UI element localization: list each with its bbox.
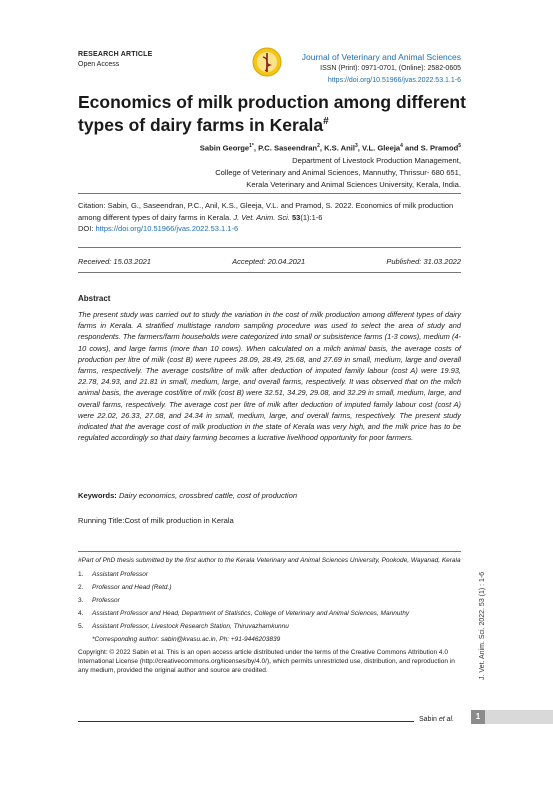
dates-row bbox=[78, 257, 461, 266]
authors-block bbox=[61, 140, 461, 191]
doi-label: DOI: bbox=[78, 224, 94, 233]
author-2-sup: 2 bbox=[317, 143, 320, 149]
accepted-date: Accepted: 20.04.2021 bbox=[232, 257, 306, 266]
paper-title bbox=[78, 92, 478, 135]
article-header-left bbox=[78, 50, 153, 70]
footnote-item bbox=[78, 596, 461, 605]
abstract-heading: Abstract bbox=[78, 294, 111, 303]
abstract-text: The present study was carried out to study the variation in the cost of milk production among different types of dairy farms in Kerala. A stratified multistage random sampling procedure was used to select the area of study and respondents. The farmers/farm households were categorized into small or subsistence farms (1-3 cows), medium (4-10 cows), and large farms (more than 10 cows). When calculated on a milch animal basis, the average costs of production per litre of milk (cost B) were rupees 28.09, 28.49, 25.68, and 27.69 in small, medium, large and overall farms, respectively. The average costs/litre of milk after deduction of imputed family labour (cost A) were 19.93, 22.78, 24.93, and 21.81 in small, medium, large, and overall farms, respectively. It was observed that on the milch animal basis, the average cost/litre of milk (cost B) were 32.51, 34.29, 29.08, and 32.29 in small, medium, large, and overall farms, respectively. The average cost per litre of milk after deduction of imputed family labour cost (cost A) were 22.02, 26.33, 27.08, and 24.34 in small, medium, large, and overall farms, respectively. The present study indicated that the average cost of milk production in the state of Kerala was very high, and the milk price has to be regulated accordingly so that dairy farming becomes a lucrative livelihood opportunity for poor farmers. bbox=[78, 310, 461, 443]
published-date: Published: 31.03.2022 bbox=[386, 257, 461, 266]
affiliation-line-1: Department of Livestock Production Management, bbox=[292, 155, 461, 165]
header-doi-link[interactable]: https://doi.org/10.51966/jvas.2022.53.1.1-6 bbox=[327, 77, 461, 84]
divider bbox=[78, 193, 461, 194]
footnote-num: 3. bbox=[78, 597, 84, 604]
citation-volume: 53 bbox=[292, 212, 301, 222]
citation-doi-link[interactable]: https://doi.org/10.51966/jvas.2022.53.1.1-6 bbox=[95, 224, 239, 233]
title-mark: # bbox=[323, 116, 329, 127]
vertical-journal-ref: J. Vet. Anim. Sci. 2022. 53 (1) : 1-6 bbox=[479, 571, 486, 680]
footnotes bbox=[78, 556, 461, 675]
citation-block bbox=[78, 200, 461, 235]
divider bbox=[78, 272, 461, 273]
footnote-intro: #Part of PhD thesis submitted by the first author to the Kerala Veterinary and Animal Sciences University, Pookode, Wayanad, Kerala bbox=[78, 557, 461, 564]
footer-author-name: Sabin bbox=[419, 716, 437, 723]
article-type: RESEARCH ARTICLE bbox=[78, 51, 153, 58]
footer-etal: et al. bbox=[438, 716, 455, 723]
article-header-right bbox=[302, 51, 461, 87]
divider bbox=[78, 551, 461, 552]
footnote-text: Assistant Professor and Head, Department of Statistics, College of Veterinary and Animal Sciences, Mannuthy bbox=[92, 610, 410, 617]
running-title-value: Cost of milk production in Kerala bbox=[124, 516, 234, 525]
author-1-sup: 1* bbox=[249, 143, 254, 149]
divider bbox=[78, 247, 461, 248]
footnote-num: 2. bbox=[78, 584, 84, 591]
corresponding-author: *Corresponding author: sabin@kvasu.ac.in, Ph: +91-9446203839 bbox=[92, 636, 281, 643]
keywords-value: Dairy economics, crossbred cattle, cost of production bbox=[118, 491, 298, 500]
running-title-label: Running Title: bbox=[78, 516, 125, 525]
citation-issue: (1):1-6 bbox=[300, 212, 323, 222]
footnote-item bbox=[78, 622, 461, 631]
copyright-notice: Copyright: © 2022 Sabin et al. This is an open access article distributed under the terms of the Creative Commons Attribution 4.0 International License (http://creativecommons.org/licenses/by/4.0/), which permits unrestricted use, distribution, and reproduction in any medium, provided the original author and source are credited. bbox=[78, 649, 455, 674]
footnote-text: Assistant Professor bbox=[92, 571, 148, 578]
citation-journal: J. Vet. Anim. Sci. bbox=[233, 212, 290, 222]
footnote-item bbox=[78, 583, 461, 592]
affiliation-line-3: Kerala Veterinary and Animal Sciences University, Kerala, India. bbox=[246, 179, 461, 189]
footnote-text: Professor bbox=[92, 597, 120, 604]
received-date: Received: 15.03.2021 bbox=[78, 257, 151, 266]
footnote-num: 1. bbox=[78, 571, 84, 578]
author-2: , P.C. Saseendran bbox=[253, 143, 318, 153]
footnote-item bbox=[78, 570, 461, 579]
author-3-sup: 3 bbox=[355, 143, 358, 149]
access-label: Open Access bbox=[78, 61, 120, 68]
citation-text: Citation: Sabin, G., Saseendran, P.C., Anil, K.S., Gleeja, V.L. and Pramod, S. 2022. Economics of milk production among different types of dairy farms in Kerala. bbox=[78, 201, 454, 222]
footnote-num: 4. bbox=[78, 610, 84, 617]
author-5-sup: 5 bbox=[458, 143, 461, 149]
author-1: Sabin George bbox=[199, 143, 250, 153]
issn: ISSN (Print): 0971-0701, (Online): 2582-0605 bbox=[320, 65, 461, 72]
author-5: and S. Pramod bbox=[402, 143, 459, 153]
journal-logo-icon bbox=[252, 45, 282, 79]
keywords-label: Keywords: bbox=[78, 491, 117, 500]
affiliation-line-2: College of Veterinary and Animal Sciences, Mannuthy, Thrissur- 680 651, bbox=[215, 167, 461, 177]
author-3: , K.S. Anil bbox=[319, 143, 356, 153]
footer-rule bbox=[78, 721, 414, 722]
title-text: Economics of milk production among different types of dairy farms in Kerala bbox=[78, 92, 466, 135]
page-number: 1 bbox=[471, 710, 485, 724]
author-4: , V.L. Gleeja bbox=[357, 143, 401, 153]
author-names bbox=[61, 140, 461, 155]
footer-author bbox=[419, 716, 454, 723]
running-title bbox=[78, 516, 234, 525]
footnote-text: Professor and Head (Retd.) bbox=[92, 584, 172, 591]
journal-name[interactable]: Journal of Veterinary and Animal Sciences bbox=[301, 52, 461, 62]
footnote-num: 5. bbox=[78, 623, 84, 630]
footnote-item bbox=[78, 609, 461, 618]
footnote-text: Assistant Professor, Livestock Research Station, Thiruvazhamkunnu bbox=[92, 623, 289, 630]
author-4-sup: 4 bbox=[400, 143, 403, 149]
keywords bbox=[78, 491, 461, 500]
